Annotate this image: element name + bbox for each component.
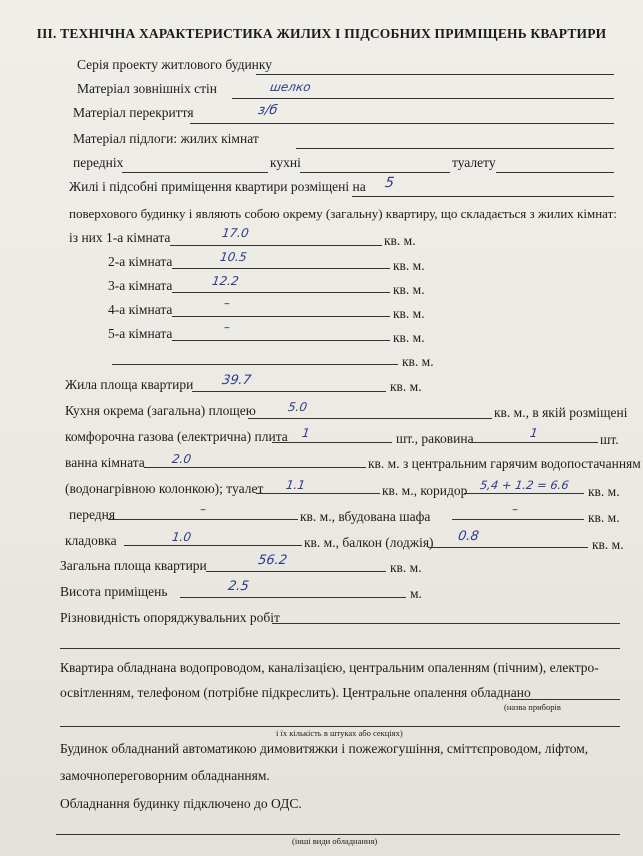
heater-label: (водонагрівною колонкою); туалет (65, 481, 264, 496)
sink-label: шт., раковина (396, 431, 474, 446)
bathroom-field[interactable] (144, 467, 366, 468)
room4-label: 4-а кімната (108, 302, 173, 317)
height-unit: м. (410, 586, 422, 601)
room1-label: із них 1-а кімната (69, 230, 171, 245)
hall-label: передніх (73, 155, 124, 170)
room1-value: 17.0 (221, 226, 250, 240)
balcony-value: 0.8 (457, 529, 480, 544)
room2-field[interactable] (172, 268, 390, 269)
balcony-field[interactable] (428, 547, 588, 548)
height-value: 2.5 (227, 579, 250, 594)
room4-field[interactable] (172, 316, 390, 317)
stove-field[interactable] (272, 442, 392, 443)
building-line-1: Будинок обладнаний автоматикою димовитяжки і пожежогушіння, сміттєпроводом, ліфтом, (60, 741, 589, 756)
closet-value: – (511, 502, 519, 516)
walls-value: шелко (269, 80, 312, 94)
toilet-area-value: 1.1 (285, 478, 307, 492)
bathroom-end: кв. м. з центральним гарячим водопостачанням (368, 456, 641, 471)
floor-rooms-field[interactable] (296, 148, 614, 149)
total-area-label: Загальна площа квартири (60, 558, 207, 573)
stove-label: комфорочна газова (електрична) плита (65, 429, 288, 444)
room5-label: 5-а кімната (108, 326, 173, 341)
floors-text: поверхового будинку і являють собою окрему (загальну) квартиру, що складається з жилих кімнат: (69, 206, 617, 221)
stove-value: 1 (301, 426, 311, 440)
equipped-line-2: освітленням, телефоном (потрібне підкреслить). Центральне опалення обладнано (60, 685, 531, 700)
hall-floor-field[interactable] (122, 172, 268, 173)
entrance-label: передня (69, 507, 116, 522)
toilet-floor-field[interactable] (496, 172, 614, 173)
sink-field[interactable] (470, 442, 598, 443)
bathroom-label: ванна кімната (65, 455, 145, 470)
toilet-label: туалету (452, 155, 496, 170)
closet-unit: кв. м. (588, 510, 620, 525)
heating-devices-field[interactable] (510, 699, 620, 700)
floor-label: Матеріал підлоги: жилих кімнат (73, 131, 259, 146)
room2-label: 2-а кімната (108, 254, 173, 269)
entrance-value: – (199, 502, 207, 516)
kitchen-area-label: Кухня окрема (загальна) площею (65, 403, 256, 418)
room3-unit: кв. м. (393, 282, 425, 297)
room4-value: – (223, 296, 231, 310)
storage-field[interactable] (124, 545, 302, 546)
floor-number-field[interactable] (352, 196, 614, 197)
other-equipment-field[interactable] (56, 834, 620, 835)
series-label: Серія проекту житлового будинку (77, 57, 273, 72)
section-title: III. ТЕХНІЧНА ХАРАКТЕРИСТИКА ЖИЛИХ І ПІДСОБНИХ ПРИМІЩЕНЬ КВАРТИРИ (36, 26, 607, 41)
walls-label: Матеріал зовнішніх стін (77, 81, 217, 96)
walls-field[interactable] (232, 98, 614, 99)
room2-unit: кв. м. (393, 258, 425, 273)
ceiling-label: Матеріал перекриття (73, 105, 194, 120)
balcony-unit: кв. м. (592, 537, 624, 552)
heating-devices-field-2[interactable] (60, 726, 620, 727)
room3-label: 3-а кімната (108, 278, 173, 293)
building-line-2: замочнопереговорним обладнанням. (60, 768, 270, 783)
kitchen-area-end: кв. м., в якій розміщені (494, 405, 628, 420)
ods-label: Обладнання будинку підключено до ОДС. (60, 796, 302, 811)
storage-value: 1.0 (171, 530, 193, 544)
corridor-value: 5,4 + 1.2 = 6.6 (479, 478, 570, 492)
room1-field[interactable] (170, 245, 382, 246)
corridor-label: кв. м., коридор (382, 483, 468, 498)
storage-label: кладовка (65, 533, 117, 548)
corridor-field[interactable] (464, 493, 584, 494)
living-area-value: 39.7 (221, 373, 253, 388)
room5-value: – (223, 320, 231, 334)
living-area-unit: кв. м. (390, 379, 422, 394)
kitchen-area-field[interactable] (248, 418, 492, 419)
height-label: Висота приміщень (60, 584, 168, 599)
height-field[interactable] (180, 597, 406, 598)
room1-unit: кв. м. (384, 233, 416, 248)
sink-value: 1 (529, 426, 539, 440)
finishing-field-2[interactable] (60, 648, 620, 649)
entrance-field[interactable] (108, 519, 298, 520)
total-area-field[interactable] (206, 571, 386, 572)
room3-value: 12.2 (211, 274, 240, 288)
closet-field[interactable] (452, 519, 584, 520)
toilet-area-field[interactable] (256, 493, 380, 494)
room3-field[interactable] (172, 292, 390, 293)
total-area-value: 56.2 (257, 553, 289, 568)
kitchen-floor-field[interactable] (300, 172, 450, 173)
room-extra-field[interactable] (112, 364, 398, 365)
bathroom-value: 2.0 (171, 452, 193, 466)
closet-label: кв. м., вбудована шафа (300, 509, 431, 524)
room5-field[interactable] (172, 340, 390, 341)
room-extra-unit: кв. м. (402, 354, 434, 369)
kitchen-area-value: 5.0 (287, 400, 309, 414)
device-count-hint: і їх кількість в штуках або секціях) (276, 728, 403, 738)
living-area-field[interactable] (192, 391, 386, 392)
living-area-label: Жила площа квартири (65, 377, 194, 392)
room2-value: 10.5 (219, 250, 248, 264)
room4-unit: кв. м. (393, 306, 425, 321)
other-equipment-hint: (інші види обладнання) (292, 836, 378, 846)
corridor-unit: кв. м. (588, 484, 620, 499)
series-field[interactable] (256, 74, 614, 75)
kitchen-label: кухні (270, 155, 301, 170)
equipped-line-1: Квартира обладнана водопроводом, каналізацією, центральним опаленням (пічним), електро- (60, 660, 599, 675)
device-name-hint: (назва приборів (504, 702, 561, 712)
ceiling-value: з/б (257, 103, 279, 118)
finishing-label: Різновидність опоряджувальних робіт (60, 610, 280, 625)
sink-unit: шт. (600, 432, 619, 447)
finishing-field[interactable] (272, 623, 620, 624)
total-area-unit: кв. м. (390, 560, 422, 575)
located-label: Жилі і підсобні приміщення квартири розміщені на (69, 179, 366, 194)
floor-number-value: 5 (383, 175, 396, 191)
balcony-label: кв. м., балкон (лоджія) (304, 535, 434, 550)
room5-unit: кв. м. (393, 330, 425, 345)
ceiling-field[interactable] (190, 123, 614, 124)
